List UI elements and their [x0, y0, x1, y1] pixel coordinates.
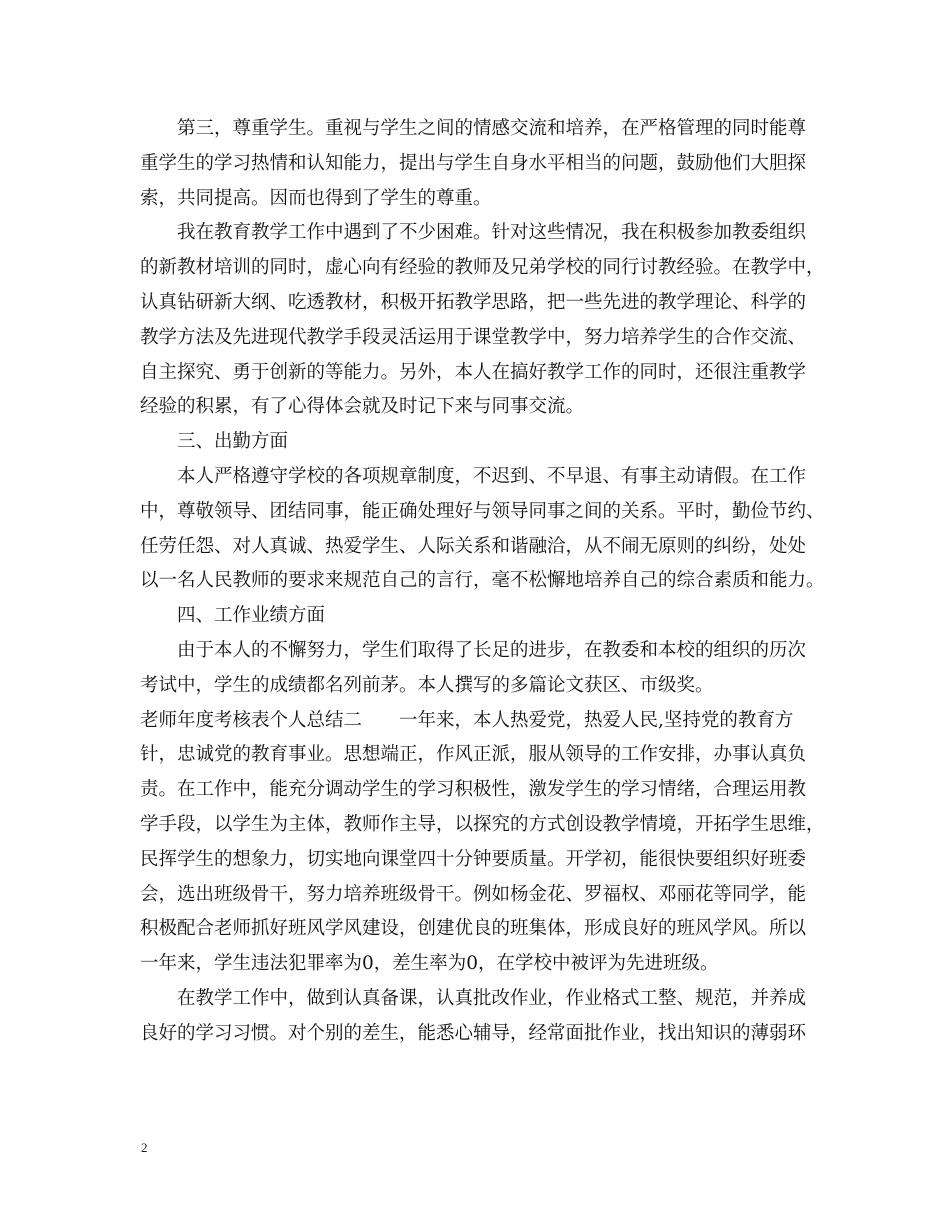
text-line: 的新教材培训的同时，虚心向有经验的教师及兄弟学校的同行讨教经验。在教学中， — [140, 257, 825, 279]
document-body — [140, 112, 825, 1052]
text-line: 第三，尊重学生。重视与学生之间的情感交流和培养，在严格管理的同时能尊 — [177, 118, 807, 139]
text-line: 考试中，学生的成绩都名列前茅。本人撰写的多篇论文获区、市级奖。 — [140, 674, 714, 696]
text-line: 在教学工作中，做到认真备课，认真批改作业，作业格式工整、规范，并养成 — [177, 987, 807, 1009]
text-line: 任劳任怨、对人真诚、热爱学生、人际关系和谐融洽，从不闹无原则的纠纷，处处 — [140, 535, 807, 557]
text-line: 重学生的学习热情和认知能力，提出与学生自身水平相当的问题，鼓励他们大胆探 — [140, 152, 807, 174]
text-line: 学手段，以学生为主体，教师作主导，以探究的方式创设教学情境，开拓学生思维， — [140, 813, 825, 835]
text-line: 一年来，学生违法犯罪率为0，差生率为0，在学校中被评为先进班级。 — [140, 953, 719, 975]
text-line: 责。在工作中，能充分调动学生的学习积极性，激发学生的学习情绪，合理运用教 — [140, 779, 807, 801]
text-line: 由于本人的不懈努力，学生们取得了长足的进步，在教委和本校的组织的历次 — [177, 639, 807, 661]
text-line: 经验的积累，有了心得体会就及时记下来与同事交流。 — [140, 396, 585, 418]
page-number: 2 — [141, 1140, 148, 1155]
text-line: 本人严格遵守学校的各项规章制度，不迟到、不早退、有事主动请假。在工作 — [177, 465, 807, 487]
text-line: 老师年度考核表个人总结二 一年来，本人热爱党，热爱人民,坚持党的教育方 — [140, 709, 794, 731]
text-line: 自主探究、勇于创新的等能力。另外，本人在搞好教学工作的同时，还很注重教学 — [140, 361, 807, 383]
text-line: 教学方法及先进现代教学手段灵活运用于课堂教学中，努力培养学生的合作交流、 — [140, 326, 807, 348]
text-line: 中，尊敬领导、团结同事，能正确处理好与领导同事之间的关系。平时，勤俭节约、 — [140, 500, 825, 522]
text-line: 针，忠诚党的教育事业。思想端正，作风正派，服从领导的工作安排，办事认真负 — [140, 744, 807, 766]
text-line: 民挥学生的想象力，切实地向课堂四十分钟要质量。开学初，能很快要组织好班委 — [140, 848, 807, 870]
text-line: 积极配合老师抓好班风学风建设，创建优良的班集体，形成良好的班风学风。所以 — [140, 918, 807, 940]
text-line: 会，选出班级骨干，努力培养班级骨干。例如杨金花、罗福权、邓丽花等同学，能 — [140, 883, 807, 905]
text-line: 索，共同提高。因而也得到了学生的尊重。 — [140, 187, 492, 209]
section-heading: 三、出勤方面 — [177, 431, 289, 453]
section-heading: 四、工作业绩方面 — [177, 605, 326, 627]
text-line: 以一名人民教师的要求来规范自己的言行，毫不松懈地培养自己的综合素质和能力。 — [140, 570, 825, 592]
text-line: 我在教育教学工作中遇到了不少困难。针对这些情况，我在积极参加教委组织 — [177, 222, 807, 244]
text-line: 良好的学习习惯。对个别的差生，能悉心辅导，经常面批作业，找出知识的薄弱环 — [140, 1022, 807, 1044]
text-line: 认真钻研新大纲、吃透教材，积极开拓教学思路，把一些先进的教学理论、科学的 — [140, 291, 807, 313]
